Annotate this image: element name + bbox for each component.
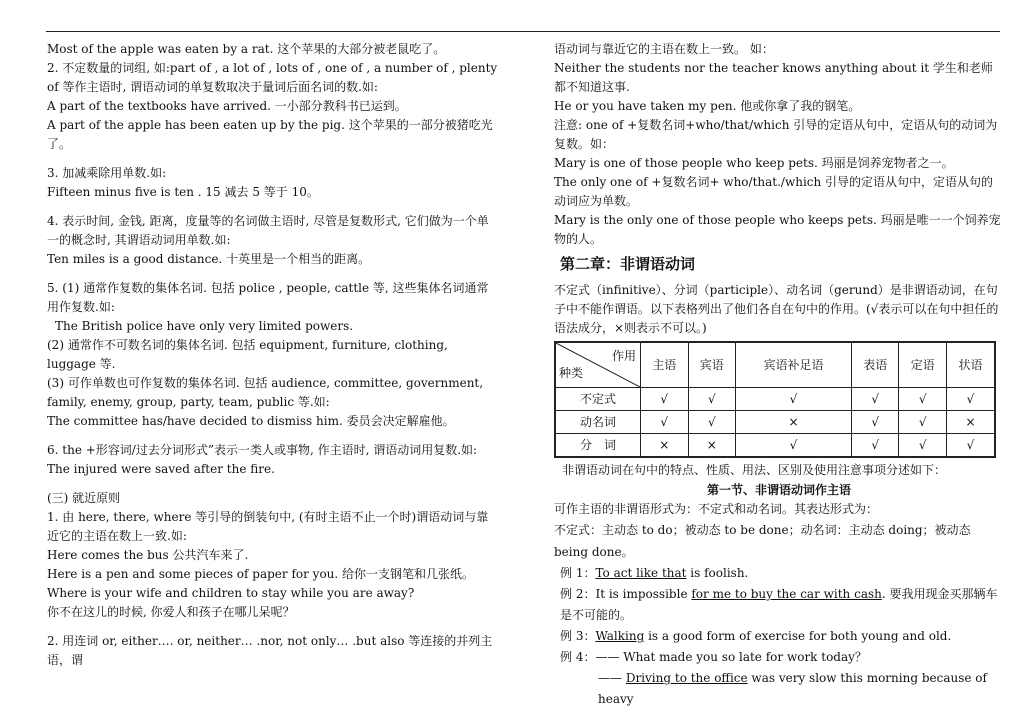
table-cell: √: [899, 388, 947, 411]
table-cell: √: [899, 434, 947, 458]
text-line: 1. 由 here, there, where 等引导的倒装句中, (有时主语不止一个时)谓语动词与靠近它的主语在数上一致.如:: [47, 510, 489, 543]
paragraph-gap: [47, 431, 499, 441]
column-header: 宾语: [688, 342, 736, 388]
example-4: [554, 647, 1004, 668]
text-line: 6. the +形容词/过去分词形式”表示一类人或事物, 作主语时, 谓语动词用复数.如:: [47, 443, 478, 457]
table-corner-cell: [555, 342, 641, 388]
example-text: It is impossible: [595, 587, 692, 601]
text-line: The British police have only very limited powers.: [55, 319, 354, 333]
column-header: 宾语补足语: [736, 342, 852, 388]
column-header: 定语: [899, 342, 947, 388]
table-cell: √: [946, 434, 995, 458]
table-row: [555, 388, 995, 411]
underlined-phrase: Driving to the office: [625, 671, 748, 685]
text-line: 你不在这儿的时候, 你爱人和孩子在哪儿呆呢？: [47, 605, 295, 619]
paragraph-gap: [47, 622, 499, 632]
left-column: [47, 40, 499, 670]
example-label: 例 2：: [560, 587, 596, 601]
table-cell: ×: [688, 434, 736, 458]
forms-text: 不定式：主动态 to do；被动态 to be done；动名词：主动态 doing；被动态 being done。: [554, 523, 971, 559]
text-line: A part of the apple has been eaten up by the pig. 这个苹果的一部分被猪吃光了。: [47, 118, 493, 151]
table-cell: √: [688, 388, 736, 411]
table-cell: √: [736, 434, 852, 458]
table-cell: √: [899, 411, 947, 434]
right-column: [554, 40, 1004, 710]
corner-bottom-label: 种类: [559, 366, 584, 380]
row-label: 动名词: [555, 411, 641, 434]
text-line: 语动词与靠近它的主语在数上一致。 如：: [554, 42, 774, 56]
table-cell: √: [946, 388, 995, 411]
example-text: ——: [598, 671, 626, 685]
example-1: [554, 563, 1004, 584]
example-2: [554, 584, 1004, 626]
table-cell: √: [641, 388, 689, 411]
text-line: The injured were saved after the fire.: [47, 462, 275, 476]
underlined-phrase: for me to buy the car with cash: [691, 587, 882, 601]
paragraph-gap: [47, 154, 499, 164]
paragraph-gap: [47, 202, 499, 212]
table-cell: √: [851, 434, 899, 458]
paragraph-gap: [47, 269, 499, 279]
table-cell: ×: [736, 411, 852, 434]
header-rule: [46, 31, 1000, 32]
text-line: 5. (1) 通常作复数的集体名词. 包括 police , people, cattle 等, 这些集体名词通常用作复数.如:: [47, 281, 489, 314]
example-text: —— What made you so late for work today？: [595, 650, 867, 664]
text-line: A part of the textbooks have arrived. 一小部分教科书已运到。: [47, 99, 407, 113]
section-title: 第一节、非谓语动词作主语: [706, 483, 851, 497]
function-table: [554, 341, 996, 458]
underlined-phrase: Walking: [595, 629, 645, 643]
text-line: Ten miles is a good distance. 十英里是一个相当的距离。: [47, 252, 371, 266]
text-line: (2) 通常作不可数名词的集体名词. 包括 equipment, furniture, clothing, luggage 等.: [47, 338, 448, 371]
text-line: The only one of +复数名词+ who/that./which 引导的定语从句中，定语从句的动词应为单数。: [554, 175, 994, 208]
table-row: [555, 434, 995, 458]
text-line: He or you have taken my pen. 他或你拿了我的钢笔。: [554, 99, 861, 113]
table-cell: √: [688, 411, 736, 434]
chapter-intro: 不定式（infinitive）、分词（participle）、动名词（gerund）是非谓语动词，在句子中不能作谓语。以下表格列出了他们各自在句中的作用。(√表示可以在句中担任的语法成分，×则表示不可以。): [554, 283, 999, 335]
column-header: 表语: [851, 342, 899, 388]
example-3: [554, 626, 1004, 647]
text-line: Neither the students nor the teacher knows anything about it 学生和老师都不知道这事.: [554, 61, 993, 94]
text-line: (3) 可作单数也可作复数的集体名词. 包括 audience, committee, government, family, enemy, group, party, team, public 等.如:: [47, 376, 484, 409]
text-line: (三) 就近原则: [47, 491, 121, 505]
example-label: 例 3：: [560, 629, 596, 643]
row-label: 不定式: [555, 388, 641, 411]
text-line: 注意: one of +复数名词+who/that/which 引导的定语从句中，定语从句的动词为复数。如：: [554, 118, 998, 151]
example-text: is a good form of exercise for both young and old.: [644, 629, 952, 643]
text-line: Here comes the bus 公共汽车来了.: [47, 548, 249, 562]
row-label: 分 词: [555, 434, 641, 458]
underlined-phrase: To act like that: [595, 566, 687, 580]
paragraph-gap: [47, 479, 499, 489]
example-4-reply: [554, 668, 1004, 710]
text-line: Fifteen minus five is ten . 15 减去 5 等于 10。: [47, 185, 319, 199]
text-line: 2. 用连词 or, either…. or, neither… .nor, not only… .but also 等连接的并列主语，谓: [47, 634, 493, 667]
table-cell: √: [851, 411, 899, 434]
text-line: Mary is the only one of those people who keeps pets. 玛丽是唯一一个饲养宠物的人。: [554, 213, 1001, 246]
text-line: Here is a pen and some pieces of paper for you. 给你一支钢笔和几张纸。: [47, 567, 475, 581]
text-line: Most of the apple was eaten by a rat. 这个苹果的大部分被老鼠吃了。: [47, 42, 446, 56]
column-header: 状语: [946, 342, 995, 388]
text-line: The committee has/have decided to dismiss him. 委员会决定解雇他。: [47, 414, 455, 428]
example-text: is foolish.: [686, 566, 749, 580]
chapter-title: 第二章：非谓语动词: [560, 255, 696, 273]
corner-top-label: 作用: [611, 349, 636, 363]
text-line: 2. 不定数量的词组, 如:part of , a lot of , lots of , one of , a number of , plenty of 等作主语时, 谓语动词的单复数取决于量词后面名词的数.如:: [47, 61, 498, 94]
example-label: 例 4：: [560, 650, 596, 664]
column-header: 主语: [641, 342, 689, 388]
example-text: . 要我用现金买那辆车是不可能的。: [560, 587, 998, 622]
example-label: 例 1：: [560, 566, 596, 580]
table-cell: ×: [641, 434, 689, 458]
right-top-paragraphs: [554, 40, 1004, 249]
text-line: 3. 加减乘除用单数.如:: [47, 166, 167, 180]
text-line: Mary is one of those people who keep pets. 玛丽是饲养宠物者之一。: [554, 156, 954, 170]
text-line: 4. 表示时间, 金钱, 距离，度量等的名词做主语时, 尽管是复数形式, 它们做为一个单一的概念时, 其谓语动词用单数.如:: [47, 214, 489, 247]
section-intro: 可作主语的非谓语形式为：不定式和动名词。其表达形式为：: [554, 502, 879, 516]
table-cell: √: [641, 411, 689, 434]
table-cell: √: [851, 388, 899, 411]
table-cell: ×: [946, 411, 995, 434]
text-line: Where is your wife and children to stay while you are away?: [47, 586, 415, 600]
example-text: was very slow this morning because of heavy: [598, 671, 987, 706]
table-row: [555, 411, 995, 434]
after-table-text: 非谓语动词在句中的特点、性质、用法、区别及使用注意事项分述如下：: [562, 463, 947, 477]
table-header-row: [555, 342, 995, 388]
table-cell: √: [736, 388, 852, 411]
